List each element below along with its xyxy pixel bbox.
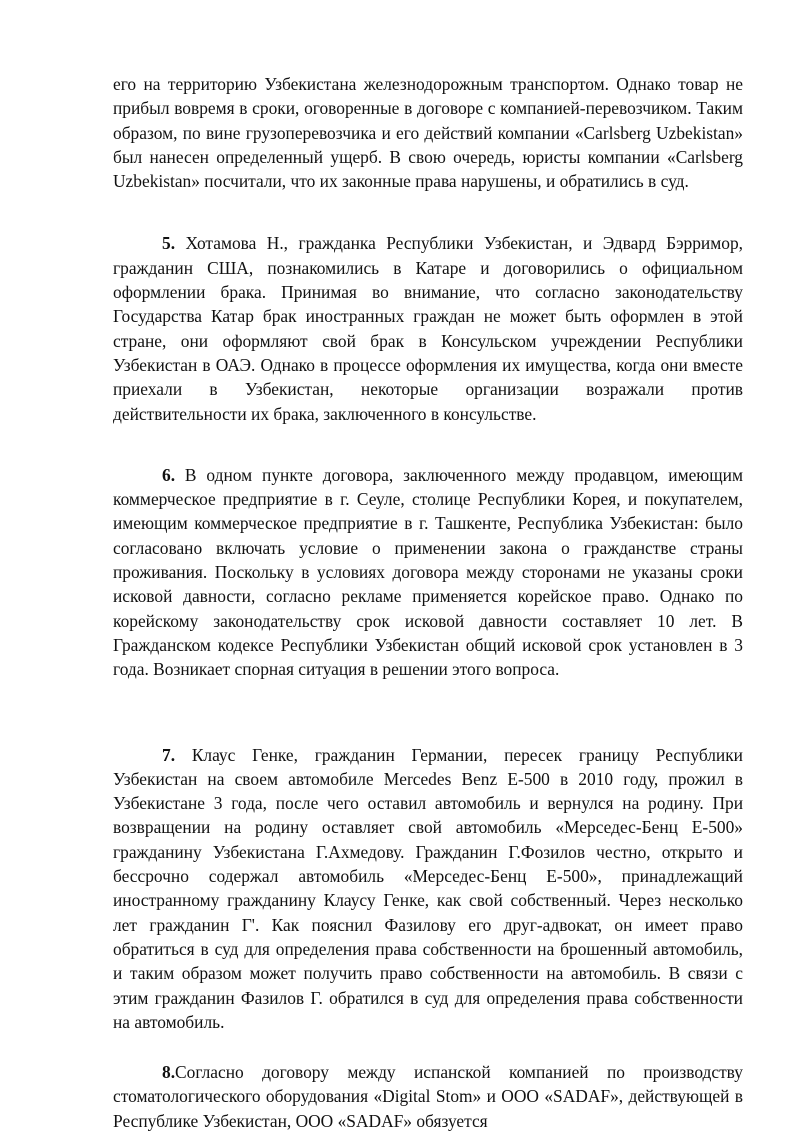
case-paragraph-7 (113, 743, 743, 1035)
case-number: 7. (162, 744, 176, 765)
case-number: 6. (162, 464, 176, 485)
paragraph-text: В одном пункте договора, заключенного между продавцом, имеющим коммерческое предприятие в г. Сеуле, столице Республики Корея, и покупателем, имеющим коммерческое предприятие в г. Ташкенте, Республика Узбекистан: было согласовано включать условие о применении закона о гражданстве страны проживания. Поскольку в условиях договора между сторонами не указаны сроки исковой давности, согласно рекламе применяется корейское право. Однако по корейскому законодательству срок исковой давности составляет 10 лет. В Гражданском кодексе Республики Узбекистан общий исковой срок установлен в 3 года. Возникает спорная ситуация в решении этого вопроса. (113, 464, 743, 680)
document-page (113, 72, 743, 1133)
paragraph-text: Клаус Генке, гражданин Германии, пересек границу Республики Узбекистан на своем автомобиле Mercedes Benz E-500 в 2010 году, прожил в Узбекистане 3 года, после чего оставил автомобиль и вернулся на родину. При возвращении на родину оставляет свой автомобиль «Мерседес-Бенц Е-500» гражданину Узбекистана Г.Ахмедову. Гражданин Г.Фозилов честно, открыто и бессрочно содержал автомобиль «Мерседес-Бенц Е-500», принадлежащий иностранному гражданину Клаусу Генке, как свой собственный. Через несколько лет гражданин Г'. Как пояснил Фазилову его друг-адвокат, он имеет право обратиться в суд для определения права собственности на брошенный автомобиль, и таким образом может получить право собственности на автомобиль. В связи с этим гражданин Фазилов Г. обратился в суд для определения права собственности на автомобиль. (113, 744, 743, 1032)
case-number: 5. (162, 233, 176, 254)
case-paragraph-6 (113, 463, 743, 682)
paragraph-text: Согласно договору между испанской компанией по производству стоматологического оборудования «Digital Stom» и ООО «SADAF», действующей в Республике Узбекистан, ООО «SADAF» обязуется (113, 1062, 743, 1131)
paragraph-text: его на территорию Узбекистана железнодорожным транспортом. Однако товар не прибыл вовремя в сроки, оговоренные в договоре с компанией-перевозчиком. Таким образом, по вине грузоперевозчика и его действий компании «Carlsberg Uzbekistan» был нанесен определенный ущерб. В свою очередь, юристы компании «Carlsberg Uzbekistan» посчитали, что их законные права нарушены, и обратились в суд. (113, 74, 743, 192)
case-number: 8. (162, 1062, 176, 1083)
case-paragraph-8 (113, 1060, 743, 1133)
paragraph-continued (113, 72, 743, 193)
paragraph-text: Хотамова Н., гражданка Республики Узбекистан, и Эдвард Бэрримор, гражданин США, познакомились в Катаре и договорились о официальном оформлении брака. Принимая во внимание, что согласно законодательству Государства Катар брак иностранных граждан не может быть оформлен в этой стране, они оформляют свой брак в Консульском учреждении Республики Узбекистан в ОАЭ. Однако в процессе оформления их имущества, когда они вместе приехали в Узбекистан, некоторые организации возражали против действительности их брака, заключенного в консульстве. (113, 233, 743, 424)
case-paragraph-5 (113, 231, 743, 425)
